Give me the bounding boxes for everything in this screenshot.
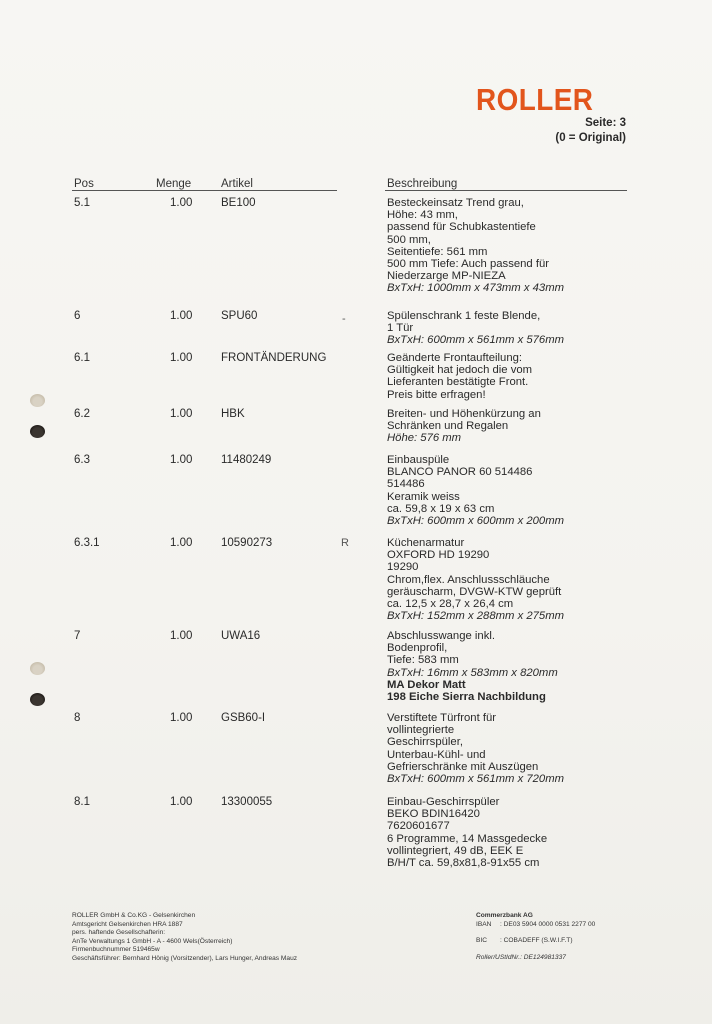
- description: [387, 197, 637, 295]
- page-number: Seite: 3: [585, 117, 626, 129]
- quantity: 1.00: [170, 197, 193, 209]
- iban-row: [476, 921, 595, 930]
- description-line: Höhe: 43 mm,: [387, 209, 458, 222]
- quantity: 1.00: [170, 712, 193, 724]
- company-line: Amtsgericht Gelsenkirchen HRA 1887: [72, 920, 183, 928]
- description-line: 6 Programme, 14 Massgedecke: [387, 832, 548, 845]
- description-line: Gültigkeit hat jedoch die vom: [387, 364, 533, 377]
- column-header-pos: Pos: [74, 178, 94, 190]
- description-line: BxTxH: 1000mm x 473mm x 43mm: [387, 282, 565, 295]
- description-line: BxTxH: 600mm x 561mm x 720mm: [387, 773, 565, 786]
- position-number: 7: [74, 630, 81, 642]
- iban-value: : DE03 5904 0000 0531 2277 00: [500, 920, 596, 928]
- description-line: Preis bitte erfragen!: [387, 388, 486, 401]
- description-line: geräuscharm, DVGW-KTW geprüft: [387, 585, 562, 598]
- article-number: HBK: [221, 408, 245, 420]
- description-line: Besteckeinsatz Trend grau,: [387, 197, 524, 209]
- description-line: Einbau-Geschirrspüler: [387, 796, 500, 808]
- description-line: Einbauspüle: [387, 454, 450, 466]
- description-line: ca. 12,5 x 28,7 x 26,4 cm: [387, 598, 514, 611]
- original-note: (0 = Original): [555, 132, 626, 144]
- description: [387, 310, 637, 347]
- article-number: 13300055: [221, 796, 273, 808]
- description-line: BLANCO PANOR 60 514486: [387, 466, 533, 479]
- description-line: Küchenarmatur: [387, 537, 465, 549]
- description-line: Tiefe: 583 mm: [387, 654, 459, 667]
- description: [387, 454, 637, 527]
- article-number: BE100: [221, 197, 256, 209]
- column-header-description: Beschreibung: [387, 178, 458, 190]
- company-line: AnTe Verwaltungs 1 GmbH - A - 4600 Wels(Österreich): [72, 937, 233, 945]
- punch-hole: [30, 394, 45, 407]
- description: [387, 352, 637, 401]
- article-number: GSB60-I: [221, 712, 266, 724]
- description-line: Geänderte Frontaufteilung:: [387, 352, 523, 364]
- vat-id: Roller/UStIdNr.: DE124981337: [476, 953, 566, 961]
- quantity: 1.00: [170, 408, 193, 420]
- position-number: 6: [74, 310, 81, 322]
- bic-value: : COBADEFF (S.W.I.F.T): [500, 937, 573, 945]
- description-line: 500 mm Tiefe: Auch passend für: [387, 258, 550, 271]
- description-line: Abschlusswange inkl.: [387, 630, 496, 642]
- description-line: vollintegriert, 49 dB, EEK E: [387, 844, 524, 857]
- description-line: Geschirrspüler,: [387, 736, 463, 749]
- bank-info: [476, 912, 595, 962]
- description: [387, 630, 637, 703]
- description: [387, 796, 637, 869]
- description-line: ca. 59,8 x 19 x 63 cm: [387, 502, 495, 515]
- company-line: Geschäftsführer: Bernhard Hönig (Vorsitzender), Lars Hunger, Andreas Mauz: [72, 954, 298, 962]
- article-number: 10590273: [221, 537, 273, 549]
- roller-logo: ROLLER: [476, 82, 594, 117]
- position-number: 8.1: [74, 796, 90, 808]
- punch-hole: [30, 662, 45, 675]
- description-line: vollintegrierte: [387, 724, 455, 737]
- article-number: UWA16: [221, 630, 261, 642]
- description: [387, 537, 637, 622]
- description-line: Unterbau-Kühl- und: [387, 748, 486, 761]
- description-line: B/H/T ca. 59,8x81,8-91x55 cm: [387, 857, 540, 870]
- description-line: Schränken und Regalen: [387, 420, 509, 433]
- description-line: Gefrierschränke mit Auszügen: [387, 760, 539, 773]
- bic-label: BIC: [476, 937, 487, 945]
- description-line: OXFORD HD 19290: [387, 549, 490, 562]
- description-line: BxTxH: 16mm x 583mm x 820mm: [387, 666, 558, 679]
- punch-hole: [30, 693, 45, 706]
- column-header-article: Artikel: [221, 178, 253, 190]
- description-line: Verstiftete Türfront für: [387, 712, 497, 724]
- description-line: Spülenschrank 1 feste Blende,: [387, 310, 541, 322]
- bic-row: [476, 937, 595, 946]
- quantity: 1.00: [170, 630, 193, 642]
- description-line: BxTxH: 600mm x 561mm x 576mm: [387, 334, 565, 347]
- position-number: 8: [74, 712, 81, 724]
- article-number: SPU60: [221, 310, 258, 322]
- description-line: 7620601677: [387, 820, 450, 833]
- description-line: Chrom,flex. Anschlussschläuche: [387, 573, 550, 586]
- description: [387, 408, 637, 445]
- punch-hole: [30, 425, 45, 438]
- header-divider-right: [385, 190, 627, 191]
- description-line: Bodenprofil,: [387, 642, 448, 655]
- company-info: [72, 912, 297, 964]
- quantity: 1.00: [170, 796, 193, 808]
- position-number: 6.3.1: [74, 537, 100, 549]
- header-divider-left: [72, 190, 337, 191]
- description-line: 500 mm,: [387, 233, 431, 246]
- article-number: 11480249: [221, 454, 272, 466]
- bank-name: Commerzbank AG: [476, 912, 533, 919]
- quantity: 1.00: [170, 310, 193, 322]
- description-line: Niederzarge MP-NIEZA: [387, 270, 506, 283]
- quantity: 1.00: [170, 352, 193, 364]
- description-line: passend für Schubkastentiefe: [387, 221, 536, 234]
- description-line: 19290: [387, 561, 419, 574]
- margin-mark: R: [341, 537, 349, 549]
- article-number: FRONTÄNDERUNG: [221, 352, 327, 364]
- description-line: MA Dekor Matt: [387, 678, 466, 691]
- position-number: 5.1: [74, 197, 90, 209]
- quantity: 1.00: [170, 537, 193, 549]
- description-line: BxTxH: 152mm x 288mm x 275mm: [387, 610, 565, 623]
- column-header-qty: Menge: [156, 178, 192, 190]
- description: [387, 712, 637, 785]
- description-line: Keramik weiss: [387, 490, 460, 503]
- company-line: Firmenbuchnummer 519465w: [72, 946, 160, 954]
- company-line: ROLLER GmbH & Co.KG - Gelsenkirchen: [72, 912, 196, 919]
- description-line: 514486: [387, 478, 425, 491]
- description-line: Seitentiefe: 561 mm: [387, 245, 488, 258]
- position-number: 6.1: [74, 352, 90, 364]
- position-number: 6.3: [74, 454, 90, 466]
- description-line: 1 Tür: [387, 322, 414, 335]
- margin-mark: -: [342, 313, 346, 325]
- description-line: BxTxH: 600mm x 600mm x 200mm: [387, 515, 565, 528]
- description-line: Höhe: 576 mm: [387, 432, 462, 445]
- position-number: 6.2: [74, 408, 90, 420]
- description-line: 198 Eiche Sierra Nachbildung: [387, 691, 546, 704]
- description-line: BEKO BDIN16420: [387, 808, 480, 821]
- description-line: Breiten- und Höhenkürzung an: [387, 408, 541, 420]
- quantity: 1.00: [170, 454, 193, 466]
- company-line: pers. haftende Gesellschafterin:: [72, 929, 166, 937]
- description-line: Lieferanten bestätigte Front.: [387, 376, 529, 389]
- iban-label: IBAN: [476, 920, 492, 928]
